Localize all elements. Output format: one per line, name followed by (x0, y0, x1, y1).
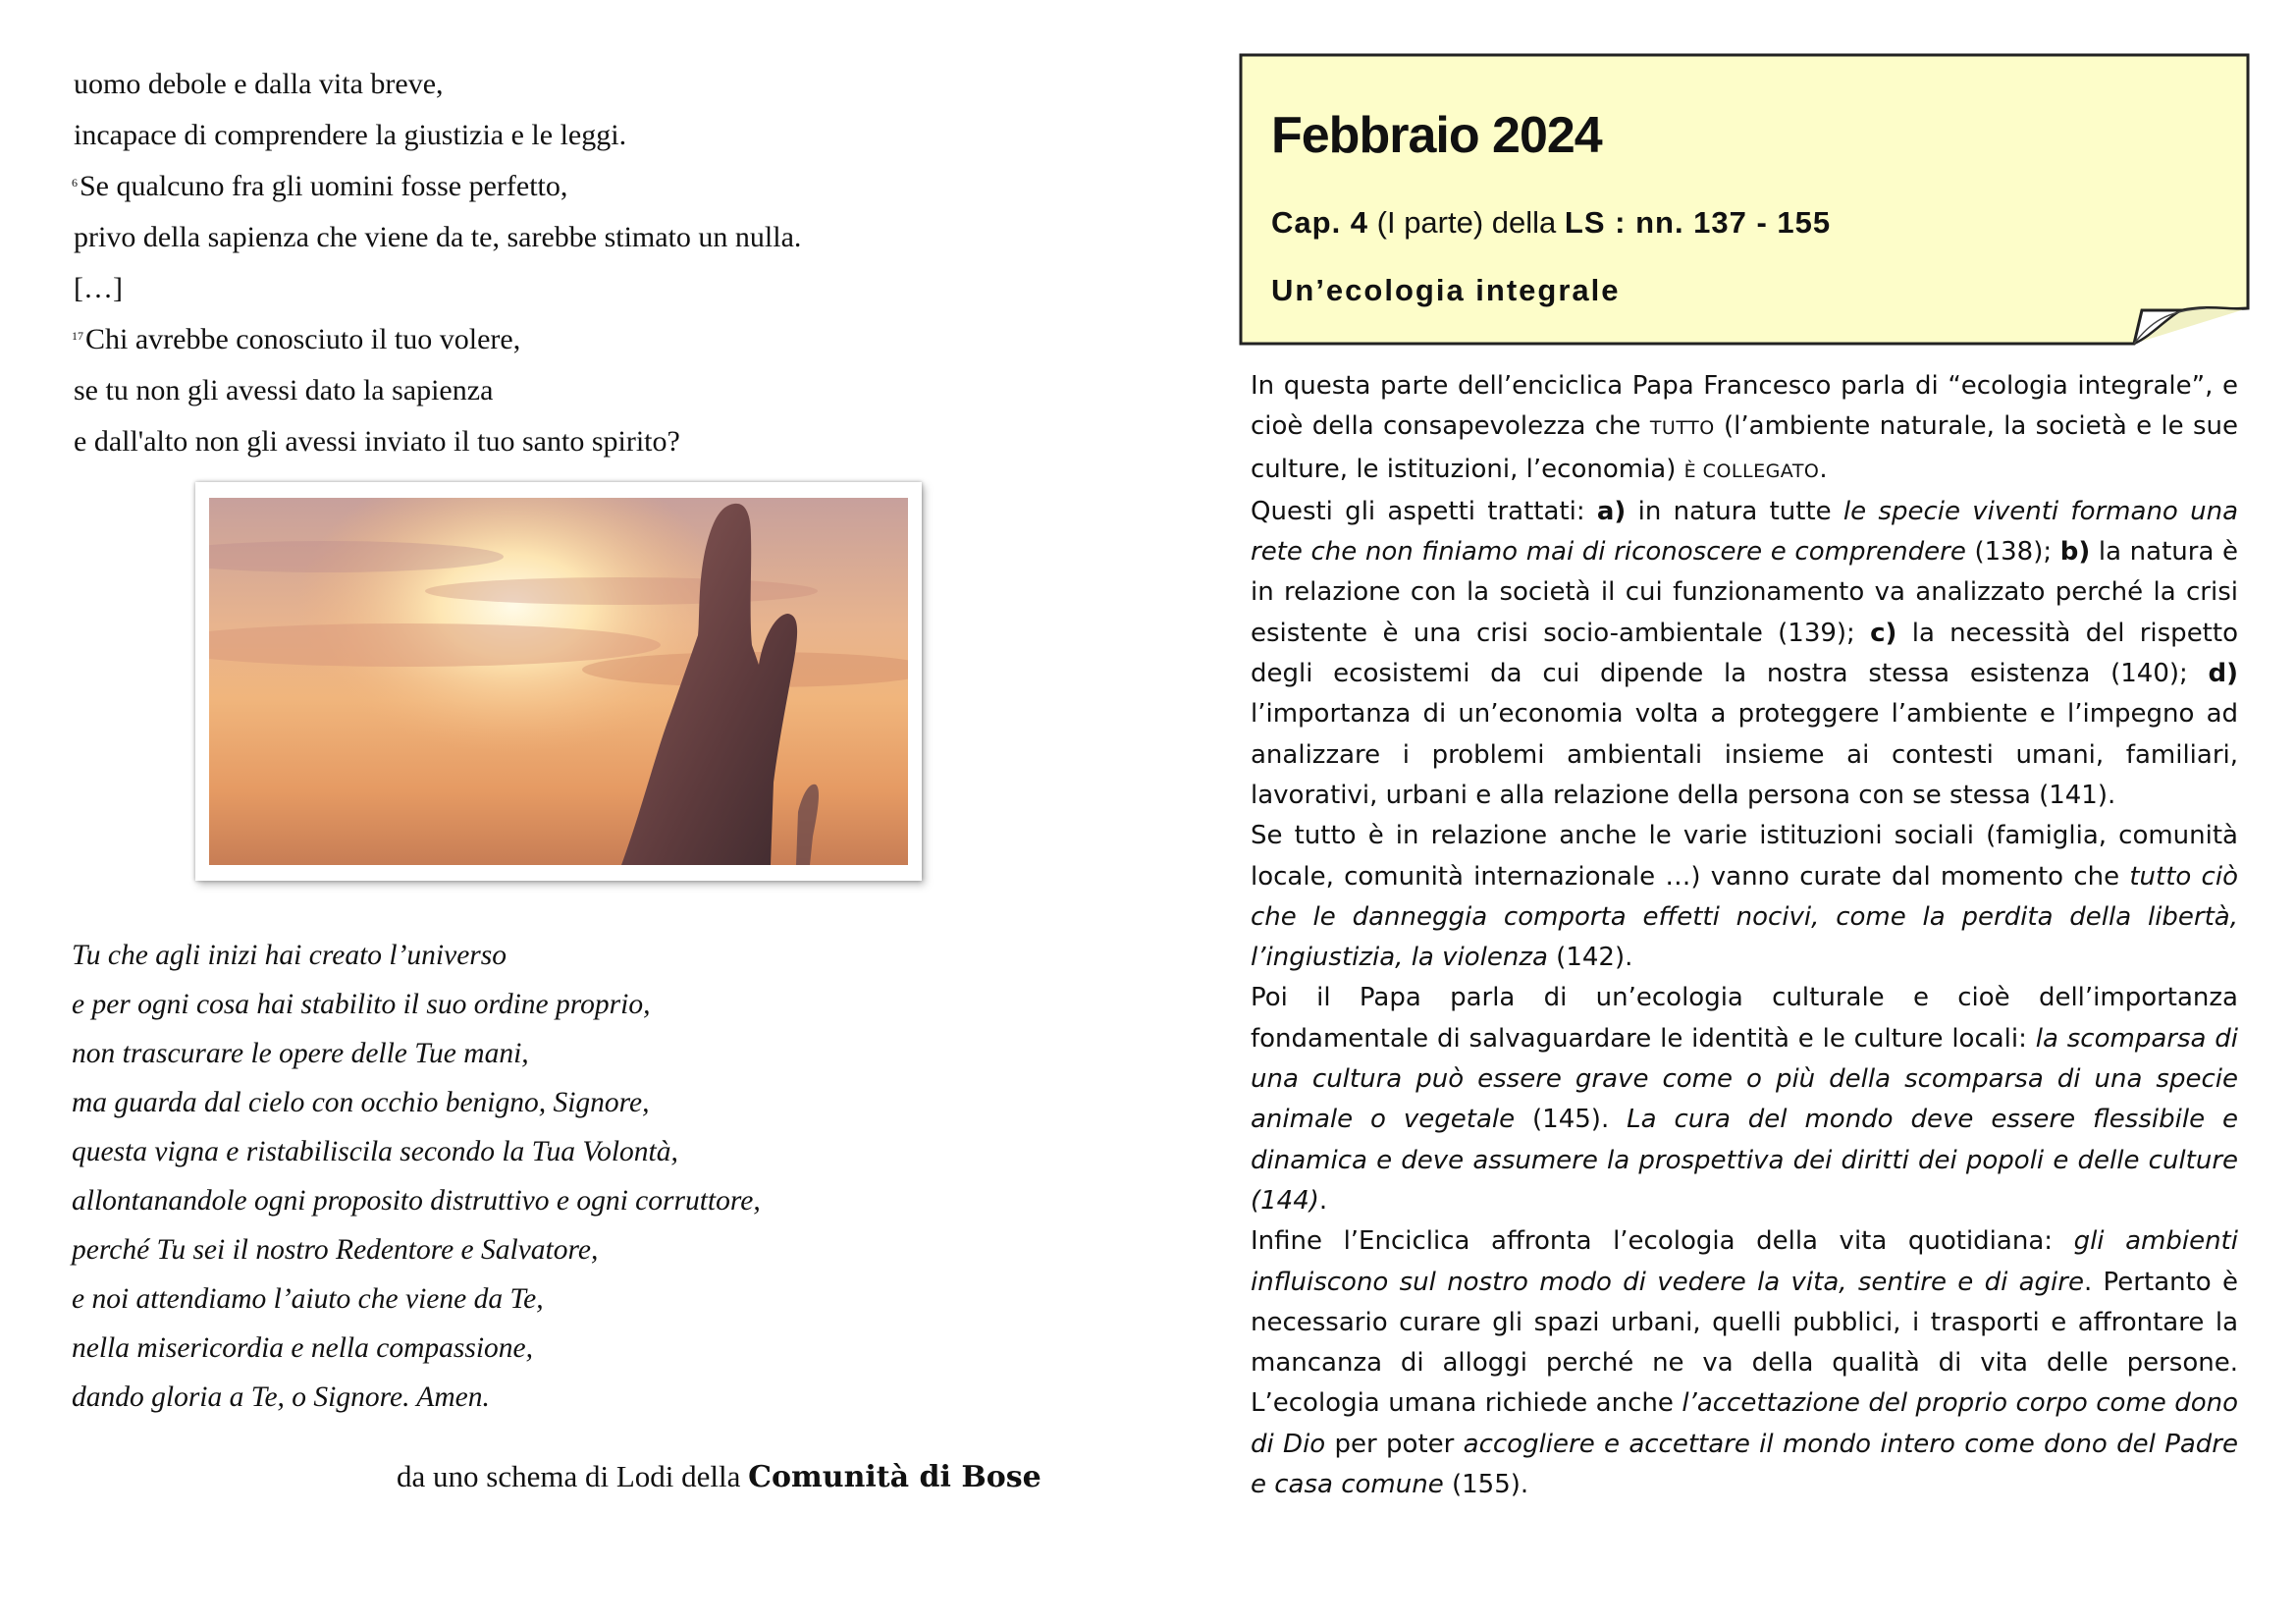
prayer-line: questa vigna e ristabiliscila secondo la Tua Volontà, (72, 1136, 678, 1167)
sunset-hand-image (209, 498, 908, 865)
prayer-line: perché Tu sei il nostro Redentore e Salvatore, (72, 1234, 599, 1266)
verse-line: uomo debole e dalla vita breve, (74, 68, 444, 100)
chapter-title: Un’ecologia integrale (1271, 273, 1621, 307)
verse-line: $^{17}$Chi avrebbe conosciuto il tuo volere, (72, 323, 521, 355)
verse-line: privo della sapienza che viene da te, sarebbe stimato un nulla. (74, 221, 802, 253)
paragraph-aspects: Questi gli aspetti trattati: a) in natura tutte le specie viventi formano una rete che non finiamo mai di riconoscere e comprendere (138); b) la natura è in relazione con la società il cui funzionamento va analizzato perché la crisi esistente è una crisi socio-ambientale (139); c) la necessità del rispetto degli ecosistemi da cui dipende la nostra stessa esistenza (140); d) l’importanza di un’economia volta a proteggere l’ambiente e l’impegno ad analizzare i problemi ambientali insieme ai contesti umani, familiari, lavorativi, urbani e alla relazione della persona con se stessa (141). (1251, 496, 2239, 810)
prayer-line: non trascurare le opere delle Tue mani, (72, 1038, 529, 1069)
verse-number: 6 (72, 176, 78, 189)
paragraph-intro: In questa parte dell’enciclica Papa Francesco parla di “ecologia integrale”, e cioè della consapevolezza che TUTTO (l’ambiente naturale, la società e le sue culture, le istituzioni, l’economia) È COLLEGATO. (1251, 371, 2238, 484)
prayer-attribution: da uno schema di Lodi della Comunità di Bose (397, 1459, 1041, 1494)
prayer-line: e noi attendiamo l’aiuto che viene da Te, (72, 1283, 544, 1315)
scripture-passage (72, 57, 1132, 465)
sunset-hand-photo (195, 482, 922, 881)
verse-line: e dall'alto non gli avessi inviato il tuo santo spirito? (74, 425, 680, 458)
prayer-line: e per ogni cosa hai stabilito il suo ordine proprio, (72, 989, 651, 1020)
prayer-line: dando gloria a Te, o Signore. Amen. (72, 1381, 490, 1413)
prayer-line: Tu che agli inizi hai creato l’universo (72, 940, 507, 971)
prayer-line: nella misericordia e nella compassione, (72, 1332, 534, 1364)
verse-line: se tu non gli avessi dato la sapienza (74, 374, 494, 406)
verse-line: incapace di comprendere la giustizia e le leggi. (74, 119, 627, 151)
paragraph-cultural-ecology: Poi il Papa parla di un’ecologia culturale e cioè dell’importanza fondamentale di salvaguardare le identità e le culture locali: la scomparsa di una cultura può essere grave come o più della scomparsa di una specie animale o vegetale (145). La cura del mondo deve essere flessibile e dinamica e deve assumere la prospettiva dei diritti dei popoli e delle culture (144). (1251, 983, 2238, 1216)
verse-number: 17 (72, 329, 83, 343)
paragraph-institutions: Se tutto è in relazione anche le varie istituzioni sociali (famiglia, comunità locale, comunità internazionale …) vanno curate dal momento che tutto ciò che le danneggia comporta effetti nocivi, come la perdita della libertà, l’ingiustizia, la violenza (142). (1251, 821, 2238, 973)
chapter-reference: Cap. 4 (I parte) della LS : nn. 137 - 155 (1271, 205, 1832, 240)
paragraph-daily-life: Infine l’Enciclica affronta l’ecologia della vita quotidiana: gli ambienti influiscono sul nostro modo di vedere la vita, sentire e di agire. Pertanto è necessario curare gli spazi urbani, quelli pubblici, i trasporti e affrontare la mancanza di alloggi perché ne va della qualità di vita delle persone. L’ecologia umana richiede anche l’accettazione del proprio corpo come dono di Dio per poter accogliere e accettare il mondo intero come dono del Padre e casa comune (155). (1251, 1226, 2239, 1500)
prayer-text (72, 931, 1053, 1422)
prayer-line: allontanandole ogni proposito distruttivo e ogni corruttore, (72, 1185, 761, 1217)
month-title: Febbraio 2024 (1271, 107, 1602, 164)
community-name: Comunità di Bose (748, 1460, 1041, 1494)
verse-line: $^6$Se qualcuno fra gli uomini fosse perfetto, (72, 170, 568, 202)
verse-line: […] (74, 272, 123, 304)
encyclical-summary (1251, 366, 2238, 1505)
header-sticky-note (1239, 53, 2250, 348)
prayer-line: ma guarda dal cielo con occhio benigno, Signore, (72, 1087, 650, 1118)
